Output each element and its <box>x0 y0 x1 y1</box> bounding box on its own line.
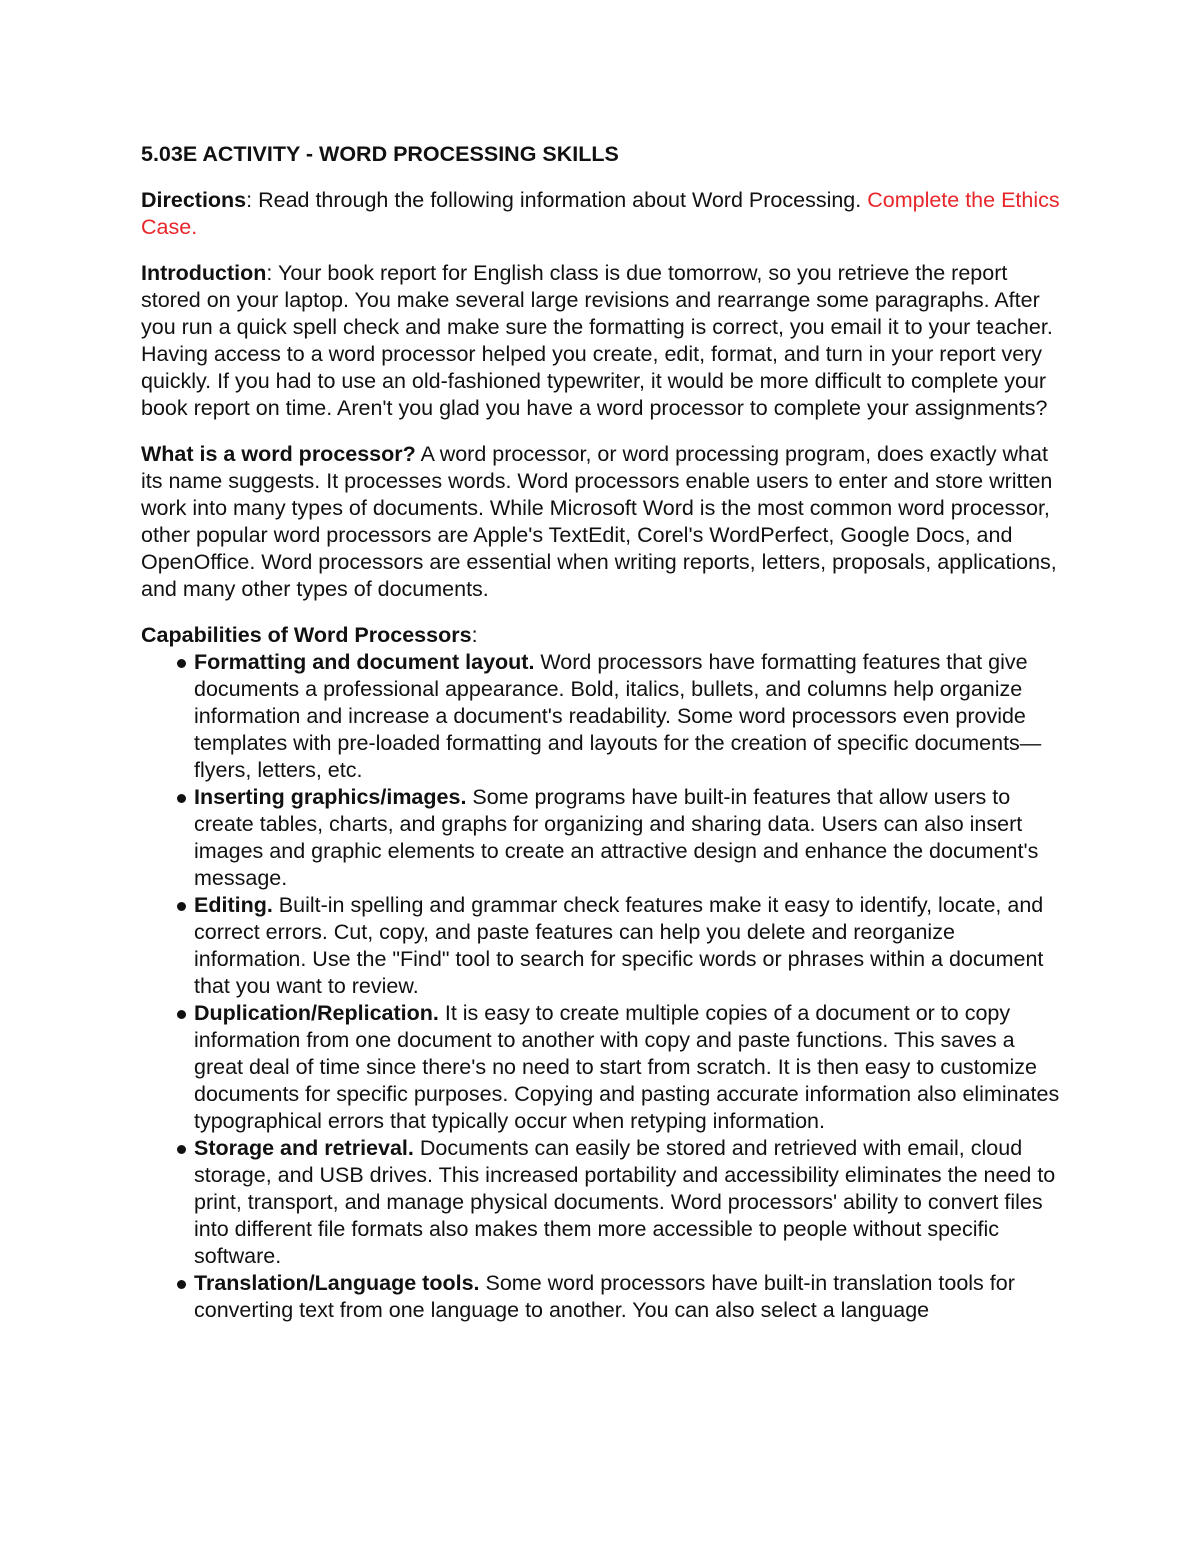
list-item <box>194 1000 1066 1135</box>
list-item-label: Storage and retrieval. <box>194 1136 414 1160</box>
introduction-text: : Your book report for English class is due tomorrow, so you retrieve the report stored on your laptop. You make several large revisions and rearrange some paragraphs. After you run a quick spell check and make sure the formatting is correct, you email it to your teacher. Having access to a word processor helped you create, edit, format, and turn in your report very quickly. If you had to use an old-fashioned typewriter, it would be more difficult to complete your book report on time. Aren't you glad you have a word processor to complete your assignments? <box>141 261 1053 420</box>
capabilities-heading-label: Capabilities of Word Processors <box>141 623 472 647</box>
introduction-label: Introduction <box>141 261 267 285</box>
what-is-label: What is a word processor? <box>141 442 416 466</box>
list-item <box>194 1135 1066 1270</box>
bullet-icon <box>177 1145 186 1154</box>
list-item-text: Some word processors have built-in translation tools for converting text from one language to another. You can also select a language <box>194 1271 1015 1322</box>
list-item <box>194 784 1066 892</box>
what-is-paragraph <box>141 441 1066 603</box>
list-item-text: Some programs have built-in features that allow users to create tables, charts, and graphs for organizing and sharing data. Users can also insert images and graphic elements to create an attractive design and enhance the document's message. <box>194 785 1039 890</box>
introduction-paragraph <box>141 260 1066 422</box>
list-item-label: Translation/Language tools. <box>194 1271 480 1295</box>
page-title: 5.03E ACTIVITY - WORD PROCESSING SKILLS <box>141 142 619 166</box>
directions-text: : Read through the following information about Word Processing. <box>246 188 868 212</box>
bullet-icon <box>177 902 186 911</box>
capabilities-heading-suffix: : <box>471 623 478 647</box>
capabilities-heading <box>141 622 1066 649</box>
list-item <box>194 1270 1066 1324</box>
directions-highlight: Complete the Ethics Case. <box>141 188 1060 239</box>
document-page <box>141 141 1066 1324</box>
bullet-icon <box>177 1280 186 1289</box>
list-item-label: Inserting graphics/images. <box>194 785 467 809</box>
list-item <box>194 649 1066 784</box>
list-item <box>194 892 1066 1000</box>
bullet-icon <box>177 794 186 803</box>
list-item-label: Formatting and document layout. <box>194 650 535 674</box>
list-item-label: Duplication/Replication. <box>194 1001 439 1025</box>
bullet-icon <box>177 1010 186 1019</box>
capabilities-list <box>141 649 1066 1324</box>
list-item-text: Word processors have formatting features that give documents a professional appearance. Bold, italics, bullets, and columns help organize information and increase a document's readability. Some word processors even provide templates with pre-loaded formatting and layouts for the creation of specific documents—flyers, letters, etc. <box>194 650 1042 782</box>
directions-paragraph <box>141 187 1066 241</box>
list-item-text: It is easy to create multiple copies of a document or to copy information from one document to another with copy and paste functions. This saves a great deal of time since there's no need to start from scratch. It is then easy to customize documents for specific purposes. Copying and pasting accurate information also eliminates typographical errors that typically occur when retyping information. <box>194 1001 1060 1133</box>
what-is-text: A word processor, or word processing program, does exactly what its name suggests. It processes words. Word processors enable users to enter and store written work into many types of documents. While Microsoft Word is the most common word processor, other popular word processors are Apple's TextEdit, Corel's WordPerfect, Google Docs, and OpenOffice. Word processors are essential when writing reports, letters, proposals, applications, and many other types of documents. <box>141 442 1057 601</box>
bullet-icon <box>177 659 186 668</box>
list-item-label: Editing. <box>194 893 273 917</box>
directions-label: Directions <box>141 188 247 212</box>
list-item-text: Documents can easily be stored and retrieved with email, cloud storage, and USB drives. This increased portability and accessibility eliminates the need to print, transport, and manage physical documents. Word processors' ability to convert files into different file formats also makes them more accessible to people without specific software. <box>194 1136 1056 1268</box>
list-item-text: Built-in spelling and grammar check features make it easy to identify, locate, and correct errors. Cut, copy, and paste features can help you delete and reorganize information. Use the "Find" tool to search for specific words or phrases within a document that you want to review. <box>194 893 1044 998</box>
